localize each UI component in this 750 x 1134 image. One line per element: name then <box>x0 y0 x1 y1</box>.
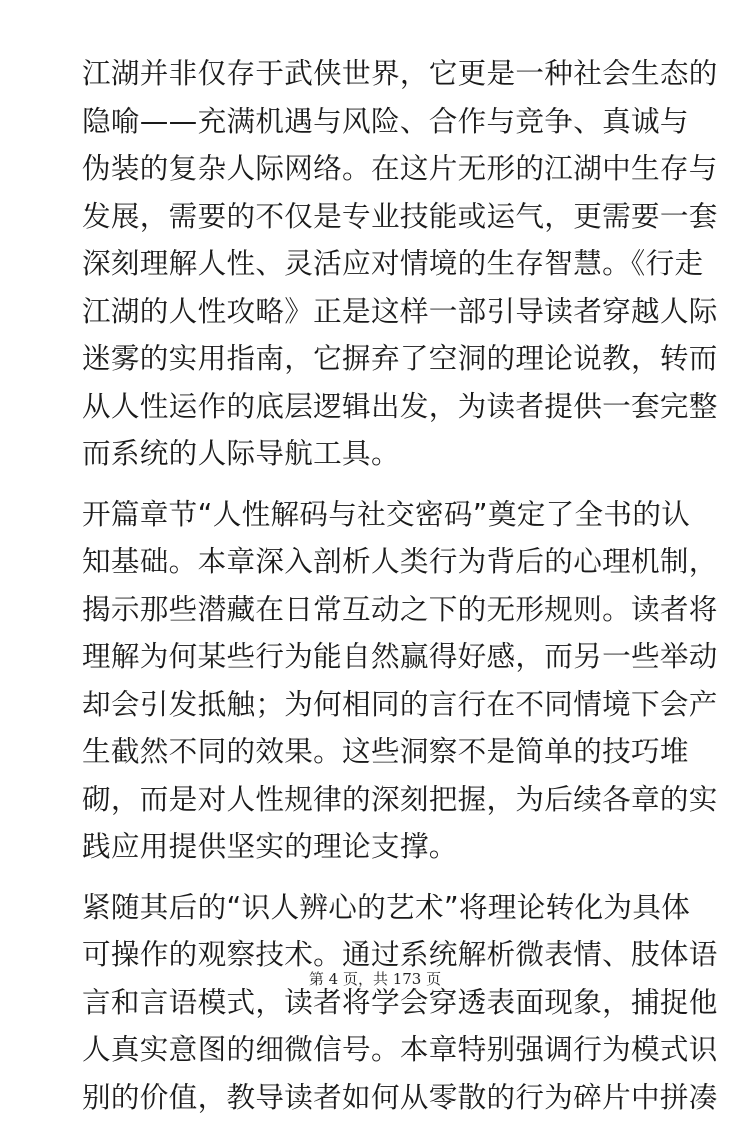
text-line: 开篇章节“人性解码与社交密码”奠定了全书的认 <box>82 496 691 531</box>
text-line: 江湖的人性攻略》正是这样一部引导读者穿越人际 <box>82 293 718 328</box>
text-line: 却会引发抵触；为何相同的言行在不同情境下会产 <box>82 686 718 721</box>
paragraph-1 <box>82 50 718 478</box>
text-line: 而系统的人际导航工具。 <box>82 436 400 470</box>
text-line: 言和言语模式，读者将学会穿透表面现象，捕捉他 <box>82 984 718 1019</box>
text-line: 揭示那些潜藏在日常互动之下的无形规则。读者将 <box>82 591 718 626</box>
text-line: 从人性运作的底层逻辑出发，为读者提供一套完整 <box>82 388 718 423</box>
paragraph-3 <box>82 884 718 1122</box>
text-line: 紧随其后的“识人辨心的艺术”将理论转化为具体 <box>82 889 691 924</box>
text-line: 别的价值，教导读者如何从零散的行为碎片中拼凑 <box>82 1079 718 1114</box>
text-line: 发展，需要的不仅是专业技能或运气，更需要一套 <box>82 198 718 233</box>
text-line: 伪装的复杂人际网络。在这片无形的江湖中生存与 <box>82 151 718 185</box>
text-line: 迷雾的实用指南，它摒弃了空洞的理论说教，转而 <box>82 341 718 375</box>
paragraph-2 <box>82 491 718 871</box>
text-line: 可操作的观察技术。通过系统解析微表情、肢体语 <box>82 937 718 971</box>
text-line: 江湖并非仅存于武侠世界，它更是一种社会生态的 <box>82 56 718 90</box>
text-line: 砌，而是对人性规律的深刻把握，为后续各章的实 <box>82 781 718 816</box>
text-line: 践应用提供坚实的理论支撑。 <box>82 829 458 863</box>
text-line: 隐喻——充满机遇与风险、合作与竞争、真诚与 <box>82 103 689 138</box>
text-line: 生截然不同的效果。这些洞察不是简单的技巧堆 <box>82 734 689 768</box>
page-number-footer: 第 4 页，共 173 页 <box>308 970 442 988</box>
text-line: 深刻理解人性、灵活应对情境的生存智慧。《行走 <box>82 246 704 280</box>
text-line: 人真实意图的细微信号。本章特别强调行为模式识 <box>82 1032 718 1066</box>
text-line: 理解为何某些行为能自然赢得好感，而另一些举动 <box>82 639 718 673</box>
text-line: 知基础。本章深入剖析人类行为背后的心理机制， <box>82 544 718 578</box>
